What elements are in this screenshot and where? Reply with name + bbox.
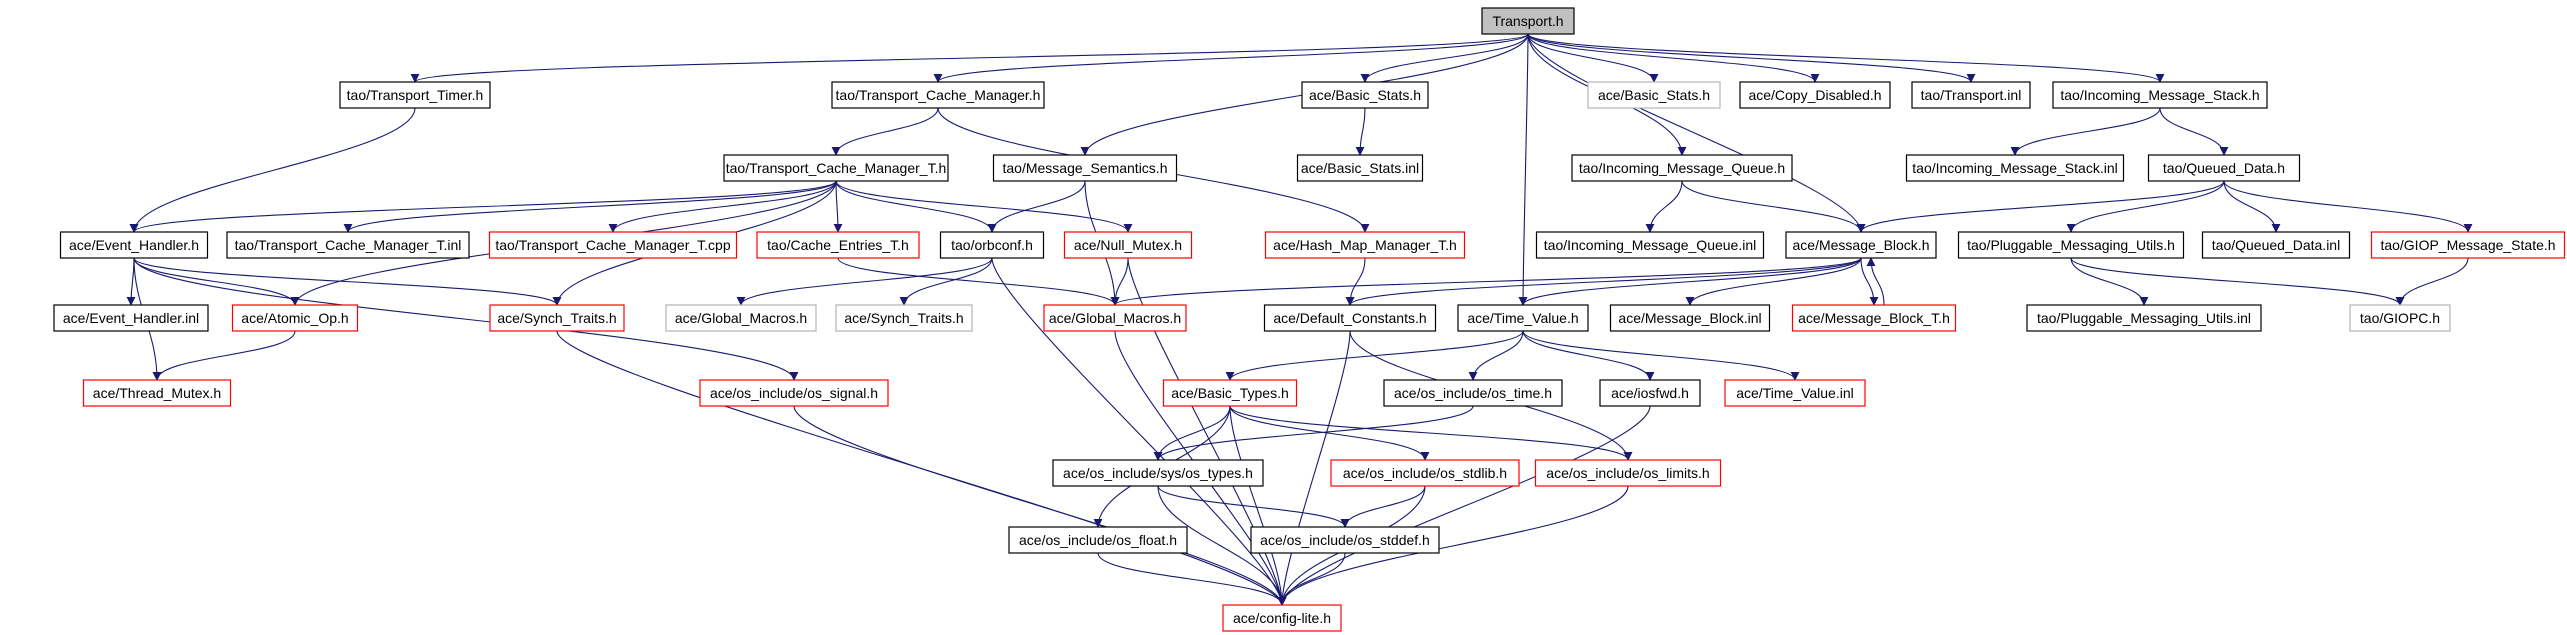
edge-ace-time-value-h--ace-os-include-os-time-h xyxy=(1473,331,1523,380)
edge-tao-pluggable-messaging-utils-h--tao-giopc-h xyxy=(2071,258,2400,305)
node-ace-synch-traits-h[interactable] xyxy=(490,305,624,331)
node-ace-basic-stats-h[interactable] xyxy=(1302,82,1428,108)
edge-tao-incoming-message-queue-h--tao-incoming-message-queue-inl xyxy=(1650,181,1682,232)
node-ace-os-include-os-stddef-h[interactable] xyxy=(1251,527,1439,553)
node-label-tao-transport-cache-manager-t-inl: tao/Transport_Cache_Manager_T.inl xyxy=(234,237,462,253)
node-label-ace-basic-stats-h: ace/Basic_Stats.h xyxy=(1308,87,1422,103)
node-ace-null-mutex-h[interactable] xyxy=(1065,232,1192,258)
edge-ace-event-handler-h--ace-atomic-op-h xyxy=(134,258,295,305)
node-label-ace-synch-traits-h: ace/Synch_Traits.h xyxy=(497,310,617,326)
node-ace-thread-mutex-h[interactable] xyxy=(84,380,231,406)
edge-ace-message-block-h--ace-time-value-h xyxy=(1523,258,1861,305)
edge-ace-event-handler-h--ace-synch-traits-h xyxy=(134,258,557,305)
node-tao-giop-message-state-h[interactable] xyxy=(2372,232,2565,258)
node-ace-os-include-os-float-h[interactable] xyxy=(1009,527,1187,553)
edge-tao-queued-data-h--tao-giop-message-state-h xyxy=(2224,181,2468,232)
node-label-tao-cache-entries-t-h: tao/Cache_Entries_T.h xyxy=(767,237,909,253)
node-ace-event-handler-inl[interactable] xyxy=(54,305,208,331)
node-tao-queued-data-h[interactable] xyxy=(2149,155,2300,181)
node-ace-copy-disabled-h[interactable] xyxy=(1740,82,1890,108)
node-label-ace-global-macros-h-2: ace/Global_Macros.h xyxy=(1048,310,1182,326)
node-label-ace-global-macros-h: ace/Global_Macros.h xyxy=(674,310,808,326)
node-tao-incoming-message-queue-inl[interactable] xyxy=(1537,232,1764,258)
node-label-ace-os-include-os-signal-h: ace/os_include/os_signal.h xyxy=(709,385,879,401)
node-tao-cache-entries-t-h[interactable] xyxy=(757,232,919,258)
edge-tao-transport-cache-manager-t-h--ace-event-handler-h xyxy=(134,181,836,232)
node-ace-os-include-os-signal-h[interactable] xyxy=(700,380,888,406)
edge-ace-time-value-h--ace-basic-types-h xyxy=(1230,331,1523,380)
node-label-tao-incoming-message-stack-h: tao/Incoming_Message_Stack.h xyxy=(2060,87,2260,103)
node-tao-incoming-message-stack-inl[interactable] xyxy=(1907,155,2124,181)
edge-ace-basic-stats-h--ace-basic-stats-inl xyxy=(1360,108,1365,155)
node-ace-message-block-h[interactable] xyxy=(1786,232,1936,258)
edge-ace-os-include-os-float-h--ace-config-lite-h xyxy=(1098,553,1282,605)
node-label-tao-pluggable-messaging-utils-h: tao/Pluggable_Messaging_Utils.h xyxy=(1967,237,2175,253)
edge-transport-h--ace-time-value-h xyxy=(1523,34,1528,305)
node-label-tao-giop-message-state-h: tao/GIOP_Message_State.h xyxy=(2380,237,2556,253)
node-label-tao-incoming-message-queue-h: tao/Incoming_Message_Queue.h xyxy=(1578,160,1786,176)
node-ace-hash-map-manager-t-h[interactable] xyxy=(1266,232,1465,258)
node-label-ace-message-block-h: ace/Message_Block.h xyxy=(1792,237,1930,253)
edge-transport-h--tao-transport-inl xyxy=(1528,34,1971,82)
node-ace-message-block-t-h[interactable] xyxy=(1793,305,1956,331)
node-label-tao-queued-data-inl: tao/Queued_Data.inl xyxy=(2211,237,2341,253)
node-ace-iosfwd-h[interactable] xyxy=(1600,380,1700,406)
edge-transport-h--ace-copy-disabled-h xyxy=(1528,34,1815,82)
node-label-tao-incoming-message-stack-inl: tao/Incoming_Message_Stack.inl xyxy=(1912,160,2118,176)
node-ace-os-include-os-time-h[interactable] xyxy=(1384,380,1562,406)
node-label-ace-message-block-inl: ace/Message_Block.inl xyxy=(1618,310,1762,326)
edge-tao-transport-cache-manager-t-h--tao-transport-cache-manager-t-cpp xyxy=(613,181,836,232)
node-label-tao-giopc-h: tao/GIOPC.h xyxy=(2359,310,2441,326)
node-ace-time-value-h[interactable] xyxy=(1458,305,1588,331)
node-tao-transport-cache-manager-t-inl[interactable] xyxy=(227,232,469,258)
node-tao-queued-data-inl[interactable] xyxy=(2203,232,2350,258)
node-ace-global-macros-h-2[interactable] xyxy=(1044,305,1186,331)
node-tao-giopc-h[interactable] xyxy=(2350,305,2450,331)
node-label-ace-basic-stats-inl: ace/Basic_Stats.inl xyxy=(1300,160,1420,176)
node-ace-event-handler-h[interactable] xyxy=(61,232,208,258)
node-label-ace-event-handler-h: ace/Event_Handler.h xyxy=(69,237,199,253)
edge-ace-os-include-os-signal-h--ace-config-lite-h xyxy=(794,406,1282,605)
edge-ace-hash-map-manager-t-h--ace-default-constants-h xyxy=(1350,258,1365,305)
node-label-ace-atomic-op-h: ace/Atomic_Op.h xyxy=(241,310,349,326)
node-label-tao-queued-data-h: tao/Queued_Data.h xyxy=(2162,160,2286,176)
node-ace-basic-stats-h-2[interactable] xyxy=(1588,82,1720,108)
node-label-tao-incoming-message-queue-inl: tao/Incoming_Message_Queue.inl xyxy=(1543,237,1757,253)
node-tao-transport-cache-manager-h[interactable] xyxy=(832,82,1044,108)
edge-ace-os-include-os-stdlib-h--ace-os-include-os-stddef-h xyxy=(1345,486,1425,527)
node-label-ace-time-value-h: ace/Time_Value.h xyxy=(1467,310,1579,326)
edge-ace-message-block-h--ace-global-macros-h-2 xyxy=(1115,258,1861,305)
node-label-tao-pluggable-messaging-utils-inl: tao/Pluggable_Messaging_Utils.inl xyxy=(2036,310,2252,326)
node-ace-atomic-op-h[interactable] xyxy=(233,305,358,331)
node-label-ace-hash-map-manager-t-h: ace/Hash_Map_Manager_T.h xyxy=(1273,237,1457,253)
edge-ace-message-block-h--ace-default-constants-h xyxy=(1350,258,1861,305)
node-label-ace-thread-mutex-h: ace/Thread_Mutex.h xyxy=(92,385,222,401)
node-label-ace-copy-disabled-h: ace/Copy_Disabled.h xyxy=(1748,87,1882,103)
edge-tao-transport-cache-manager-t-h--tao-orbconf-h xyxy=(836,181,992,232)
node-tao-transport-timer-h[interactable] xyxy=(340,82,490,108)
edge-tao-transport-cache-manager-h--tao-transport-cache-manager-t-h xyxy=(836,108,938,155)
edge-ace-null-mutex-h--ace-global-macros-h-2 xyxy=(1115,258,1128,305)
edge-ace-message-block-t-h--ace-message-block-h xyxy=(1871,258,1884,305)
node-label-ace-os-include-os-stddef-h: ace/os_include/os_stddef.h xyxy=(1260,532,1430,548)
node-label-ace-time-value-inl: ace/Time_Value.inl xyxy=(1736,385,1854,401)
node-label-ace-os-include-os-time-h: ace/os_include/os_time.h xyxy=(1394,385,1552,401)
edge-transport-h--ace-basic-stats-h xyxy=(1365,34,1528,82)
edge-ace-message-block-h--ace-message-block-t-h xyxy=(1861,258,1874,305)
node-label-ace-basic-types-h: ace/Basic_Types.h xyxy=(1171,385,1289,401)
node-label-tao-transport-cache-manager-h: tao/Transport_Cache_Manager.h xyxy=(835,87,1041,103)
edge-tao-queued-data-h--ace-message-block-h xyxy=(1861,181,2224,232)
edge-tao-orbconf-h--ace-global-macros-h xyxy=(741,258,992,305)
edge-transport-h--ace-message-block-h xyxy=(1528,34,1861,232)
node-label-ace-null-mutex-h: ace/Null_Mutex.h xyxy=(1073,237,1183,253)
node-ace-message-block-inl[interactable] xyxy=(1611,305,1770,331)
node-label-ace-config-lite-h: ace/config-lite.h xyxy=(1232,610,1332,626)
node-tao-pluggable-messaging-utils-h[interactable] xyxy=(1959,232,2184,258)
node-ace-config-lite-h[interactable] xyxy=(1223,605,1341,631)
edge-transport-h--tao-transport-cache-manager-h xyxy=(938,34,1528,82)
node-tao-transport-cache-manager-t-h[interactable] xyxy=(724,155,948,181)
edge-ace-time-value-h--ace-time-value-inl xyxy=(1523,331,1795,380)
node-tao-transport-cache-manager-t-cpp[interactable] xyxy=(490,232,737,258)
node-tao-pluggable-messaging-utils-inl[interactable] xyxy=(2027,305,2261,331)
node-label-tao-transport-cache-manager-t-h: tao/Transport_Cache_Manager_T.h xyxy=(725,160,947,176)
node-transport-h[interactable] xyxy=(1482,8,1574,34)
edge-transport-h--tao-incoming-message-stack-h xyxy=(1528,34,2160,82)
node-label-ace-os-include-os-stdlib-h: ace/os_include/os_stdlib.h xyxy=(1342,465,1508,481)
edge-tao-giop-message-state-h--tao-giopc-h xyxy=(2400,258,2468,305)
edge-tao-incoming-message-stack-h--tao-queued-data-h xyxy=(2160,108,2224,155)
node-tao-incoming-message-stack-h[interactable] xyxy=(2053,82,2267,108)
edge-ace-time-value-h--ace-iosfwd-h xyxy=(1523,331,1650,380)
node-layer xyxy=(54,8,2565,631)
edge-tao-transport-cache-manager-t-h--ace-null-mutex-h xyxy=(836,181,1128,232)
node-ace-time-value-inl[interactable] xyxy=(1725,380,1865,406)
node-ace-global-macros-h[interactable] xyxy=(666,305,816,331)
node-label-tao-transport-cache-manager-t-cpp: tao/Transport_Cache_Manager_T.cpp xyxy=(495,237,731,253)
edge-tao-cache-entries-t-h--ace-global-macros-h-2 xyxy=(838,258,1115,305)
node-ace-default-constants-h[interactable] xyxy=(1265,305,1436,331)
node-label-transport-h: Transport.h xyxy=(1492,13,1564,29)
node-ace-os-include-os-stdlib-h[interactable] xyxy=(1331,460,1519,486)
node-ace-basic-types-h[interactable] xyxy=(1164,380,1297,406)
node-ace-synch-traits-h-2[interactable] xyxy=(836,305,972,331)
node-label-tao-orbconf-h: tao/orbconf.h xyxy=(951,237,1033,253)
node-label-ace-synch-traits-h-2: ace/Synch_Traits.h xyxy=(844,310,964,326)
node-label-tao-message-semantics-h: tao/Message_Semantics.h xyxy=(1002,160,1168,176)
edge-tao-message-semantics-h--tao-orbconf-h xyxy=(992,181,1085,232)
node-tao-orbconf-h[interactable] xyxy=(941,232,1044,258)
node-label-ace-basic-stats-h-2: ace/Basic_Stats.h xyxy=(1597,87,1711,103)
edge-ace-basic-types-h--ace-os-include-os-stdlib-h xyxy=(1230,406,1425,460)
edge-tao-queued-data-h--tao-pluggable-messaging-utils-h xyxy=(2071,181,2224,232)
edge-tao-incoming-message-queue-h--ace-message-block-h xyxy=(1682,181,1861,232)
node-label-tao-transport-timer-h: tao/Transport_Timer.h xyxy=(346,87,484,103)
edge-tao-transport-timer-h--ace-event-handler-h xyxy=(134,108,415,232)
edge-ace-os-include-os-stddef-h--ace-config-lite-h xyxy=(1282,553,1345,605)
node-ace-os-include-os-limits-h[interactable] xyxy=(1536,460,1721,486)
node-label-ace-event-handler-inl: ace/Event_Handler.inl xyxy=(62,310,200,326)
node-tao-incoming-message-queue-h[interactable] xyxy=(1572,155,1792,181)
edge-tao-transport-cache-manager-t-h--tao-cache-entries-t-h xyxy=(836,181,838,232)
node-label-ace-os-include-os-limits-h: ace/os_include/os_limits.h xyxy=(1546,465,1710,481)
edge-transport-h--tao-transport-timer-h xyxy=(415,34,1528,82)
node-label-ace-os-include-sys-os-types-h: ace/os_include/sys/os_types.h xyxy=(1063,465,1253,481)
node-ace-os-include-sys-os-types-h[interactable] xyxy=(1053,460,1263,486)
node-tao-message-semantics-h[interactable] xyxy=(994,155,1177,181)
node-tao-transport-inl[interactable] xyxy=(1912,82,2030,108)
node-label-ace-iosfwd-h: ace/iosfwd.h xyxy=(1611,385,1689,401)
node-ace-basic-stats-inl[interactable] xyxy=(1298,155,1423,181)
edge-tao-incoming-message-stack-h--tao-incoming-message-stack-inl xyxy=(2015,108,2160,155)
edge-ace-basic-types-h--ace-os-include-os-limits-h xyxy=(1230,406,1628,460)
node-label-tao-transport-inl: tao/Transport.inl xyxy=(1920,87,2022,103)
node-label-ace-os-include-os-float-h: ace/os_include/os_float.h xyxy=(1019,532,1177,548)
edge-ace-event-handler-h--ace-event-handler-inl xyxy=(131,258,134,305)
edge-ace-atomic-op-h--ace-thread-mutex-h xyxy=(157,331,295,380)
node-label-ace-message-block-t-h: ace/Message_Block_T.h xyxy=(1798,310,1950,326)
node-label-ace-default-constants-h: ace/Default_Constants.h xyxy=(1273,310,1427,326)
